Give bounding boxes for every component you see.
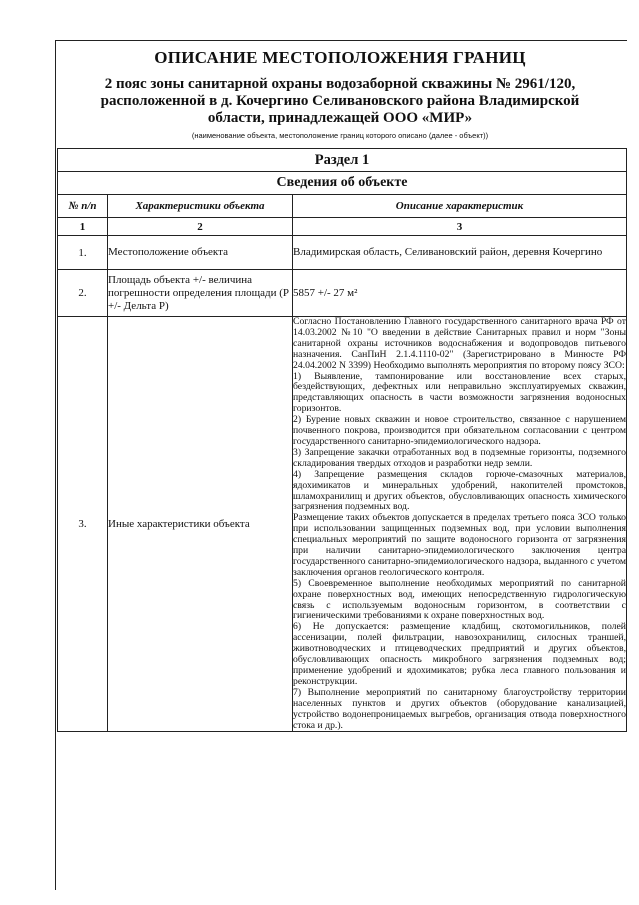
- subtitle-line: расположенной в д. Кочергино Селивановского района Владимирской: [100, 93, 580, 109]
- document-title: ОПИСАНИЕ МЕСТОПОЛОЖЕНИЯ ГРАНИЦ: [154, 48, 526, 67]
- table-row: [58, 270, 627, 317]
- header-characteristic: Характеристики объекта: [108, 195, 293, 218]
- description-paragraph: 5) Своевременное выполнение необходимых мероприятий по санитарной охране поверхностных вод, имеющих непосредственную гидрологическую связь с используемым водоносным горизонтом, в соответствии с гигиеническими требованиями к охране поверхностных вод.: [293, 577, 626, 622]
- object-info-table: [57, 148, 627, 732]
- column-number: 3: [293, 218, 627, 236]
- row-number: 3.: [58, 317, 108, 732]
- row-characteristic: Местоположение объекта: [108, 236, 293, 270]
- description-paragraph: 7) Выполнение мероприятий по санитарному благоустройству территории населенных пунктов и других объектов (оборудование канализацией, устройство водонепроницаемых выгребов, организация отвода поверхностного стока и др.).: [293, 686, 626, 731]
- table-row: [58, 317, 627, 732]
- section-title: Раздел 1: [58, 149, 627, 172]
- table-header-row: [58, 195, 627, 218]
- column-number: 2: [108, 218, 293, 236]
- title-block: [60, 48, 620, 140]
- row-description: [293, 317, 627, 732]
- description-paragraph: 4) Запрещение размещения складов горюче-смазочных материалов, ядохимикатов и минеральных удобрений, накопителей промстоков, шламохранилищ и других объектов, обусловливающих опасность химического загрязнения подземных вод.: [293, 468, 626, 513]
- row-number: 2.: [58, 270, 108, 317]
- description-paragraph: 2) Бурение новых скважин и новое строительство, связанное с нарушением почвенного покрова, производится при обязательном согласовании с центром государственного санитарно-эпидемиологического надзора.: [293, 414, 626, 447]
- subtitle-line: области, принадлежащей ООО «МИР»: [207, 110, 473, 126]
- header-description: Описание характеристик: [293, 195, 627, 218]
- section-subtitle: Сведения об объекте: [58, 172, 627, 195]
- description-paragraph: Согласно Постановлению Главного государственного санитарного врача РФ от 14.03.2002 №10 "О введении в действие Санитарных правил и норм "Зоны санитарной охраны источников водоснабжения и водопроводов питьевого назначения. СанПиН 2.1.4.1110-02" (Зарегистрировано в Минюсте РФ 24.04.2002 N 3399) Необходимо выполнять мероприятия по второму поясу ЗСО:: [293, 316, 626, 371]
- section-title-row: [58, 149, 627, 172]
- row-description: Владимирская область, Селивановский район, деревня Кочергино: [293, 236, 627, 270]
- section-subtitle-row: [58, 172, 627, 195]
- column-number: 1: [58, 218, 108, 236]
- row-description: 5857 +/- 27 м²: [293, 270, 627, 317]
- header-number: № п/п: [58, 195, 108, 218]
- description-paragraph: Размещение таких объектов допускается в пределах третьего пояса ЗСО только при использовании защищенных подземных вод, при условии выполнения специальных мероприятий по защите водоносного горизонта от загрязнения при наличии санитарно-эпидемиологического заключения центра государственного санитарно-эпидемиологического надзора, выданного с учетом заключения органов геологического контроля.: [293, 512, 626, 578]
- row-characteristic: Иные характеристики объекта: [108, 317, 293, 732]
- document-subtitle: [60, 76, 620, 127]
- object-caption: (наименование объекта, местоположение границ которого описано (далее - объект)): [191, 131, 489, 140]
- row-number: 1.: [58, 236, 108, 270]
- page-border-top: [55, 40, 627, 41]
- description-paragraph: 1) Выявление, тампонирование или восстановление всех старых, бездействующих, дефектных или неправильно эксплуатируемых скважин, представляющих опасность в части возможности загрязнения водоносных горизонтов.: [293, 370, 626, 415]
- row-characteristic: Площадь объекта +/- величина погрешности определения площади (Р +/- Дельта Р): [108, 270, 293, 317]
- description-paragraph: 6) Не допускается: размещение кладбищ, скотомогильников, полей ассенизации, полей фильтрации, навозохранилищ, силосных траншей, животноводческих и птицеводческих предприятий и других объектов, обусловливающих опасность микробного загрязнения подземных вод; применение удобрений и ядохимикатов; рубка леса главного пользования и реконструкции.: [293, 621, 626, 687]
- column-number-row: [58, 218, 627, 236]
- subtitle-line: 2 пояс зоны санитарной охраны водозаборной скважины № 2961/120,: [104, 76, 576, 92]
- page-border-left: [55, 40, 56, 890]
- description-paragraph: 3) Запрещение закачки отработанных вод в подземные горизонты, подземного складирования твердых отходов и разработки недр земли.: [293, 446, 626, 469]
- table-row: [58, 236, 627, 270]
